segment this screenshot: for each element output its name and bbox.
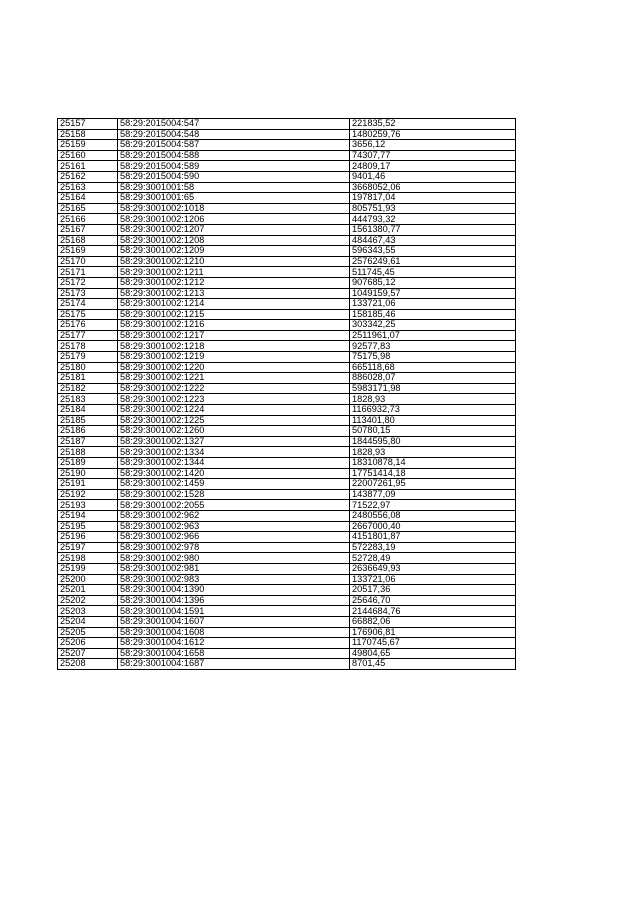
cadastral-number-cell: 58:29:3001002:963 xyxy=(118,521,350,532)
data-table xyxy=(57,118,516,670)
cadastral-number-cell: 58:29:3001002:1214 xyxy=(118,299,350,310)
row-number-cell: 25181 xyxy=(58,373,118,384)
table-row xyxy=(58,447,516,458)
table-row xyxy=(58,648,516,659)
cadastral-number-cell: 58:29:3001004:1607 xyxy=(118,616,350,627)
cadastral-number-cell: 58:29:3001002:1344 xyxy=(118,458,350,469)
value-cell: 92577,83 xyxy=(350,341,516,352)
value-cell: 3668052,06 xyxy=(350,182,516,193)
row-number-cell: 25208 xyxy=(58,659,118,670)
cadastral-number-cell: 58:29:2015004:547 xyxy=(118,119,350,130)
table-row xyxy=(58,532,516,543)
cadastral-number-cell: 58:29:3001002:1209 xyxy=(118,246,350,257)
row-number-cell: 25173 xyxy=(58,288,118,299)
value-cell: 1561380,77 xyxy=(350,224,516,235)
table-row xyxy=(58,119,516,130)
table-row xyxy=(58,140,516,151)
table-row xyxy=(58,436,516,447)
cadastral-number-cell: 58:29:3001002:1210 xyxy=(118,256,350,267)
row-number-cell: 25166 xyxy=(58,214,118,225)
cadastral-number-cell: 58:29:3001002:1215 xyxy=(118,309,350,320)
table-row xyxy=(58,352,516,363)
cadastral-number-cell: 58:29:3001004:1591 xyxy=(118,606,350,617)
table-row xyxy=(58,394,516,405)
table-row xyxy=(58,458,516,469)
table-row xyxy=(58,489,516,500)
row-number-cell: 25175 xyxy=(58,309,118,320)
row-number-cell: 25186 xyxy=(58,426,118,437)
value-cell: 143877,09 xyxy=(350,489,516,500)
table-row xyxy=(58,182,516,193)
row-number-cell: 25183 xyxy=(58,394,118,405)
table-row xyxy=(58,553,516,564)
table-row xyxy=(58,405,516,416)
cadastral-number-cell: 58:29:3001001:58 xyxy=(118,182,350,193)
value-cell: 3656,12 xyxy=(350,140,516,151)
cadastral-number-cell: 58:29:3001002:1528 xyxy=(118,489,350,500)
value-cell: 907685,12 xyxy=(350,277,516,288)
cadastral-number-cell: 58:29:3001002:1224 xyxy=(118,405,350,416)
row-number-cell: 25189 xyxy=(58,458,118,469)
table-row xyxy=(58,288,516,299)
row-number-cell: 25164 xyxy=(58,193,118,204)
value-cell: 886028,07 xyxy=(350,373,516,384)
cadastral-number-cell: 58:29:3001004:1608 xyxy=(118,627,350,638)
cadastral-number-cell: 58:29:3001002:1260 xyxy=(118,426,350,437)
table-row xyxy=(58,171,516,182)
cadastral-number-cell: 58:29:3001002:1420 xyxy=(118,468,350,479)
row-number-cell: 25195 xyxy=(58,521,118,532)
cadastral-number-cell: 58:29:3001004:1396 xyxy=(118,595,350,606)
row-number-cell: 25205 xyxy=(58,627,118,638)
value-cell: 25646,70 xyxy=(350,595,516,606)
value-cell: 1828,93 xyxy=(350,447,516,458)
table-row xyxy=(58,299,516,310)
value-cell: 1170745,67 xyxy=(350,638,516,649)
cadastral-number-cell: 58:29:2015004:588 xyxy=(118,150,350,161)
row-number-cell: 25188 xyxy=(58,447,118,458)
row-number-cell: 25190 xyxy=(58,468,118,479)
row-number-cell: 25180 xyxy=(58,362,118,373)
cadastral-number-cell: 58:29:3001002:1208 xyxy=(118,235,350,246)
value-cell: 303342,25 xyxy=(350,320,516,331)
row-number-cell: 25193 xyxy=(58,500,118,511)
value-cell: 9401,46 xyxy=(350,171,516,182)
value-cell: 17751414,18 xyxy=(350,468,516,479)
table-row xyxy=(58,330,516,341)
row-number-cell: 25201 xyxy=(58,585,118,596)
row-number-cell: 25192 xyxy=(58,489,118,500)
cadastral-number-cell: 58:29:3001002:1223 xyxy=(118,394,350,405)
cadastral-number-cell: 58:29:3001002:1213 xyxy=(118,288,350,299)
table-row xyxy=(58,214,516,225)
row-number-cell: 25177 xyxy=(58,330,118,341)
cadastral-number-cell: 58:29:3001002:1211 xyxy=(118,267,350,278)
table-row xyxy=(58,563,516,574)
value-cell: 71522,97 xyxy=(350,500,516,511)
table-row xyxy=(58,574,516,585)
table-row xyxy=(58,595,516,606)
value-cell: 1049159,57 xyxy=(350,288,516,299)
cadastral-number-cell: 58:29:3001002:1225 xyxy=(118,415,350,426)
cadastral-number-cell: 58:29:3001002:1207 xyxy=(118,224,350,235)
cadastral-number-cell: 58:29:2015004:590 xyxy=(118,171,350,182)
row-number-cell: 25204 xyxy=(58,616,118,627)
value-cell: 1480259,76 xyxy=(350,129,516,140)
value-cell: 158185,46 xyxy=(350,309,516,320)
cadastral-number-cell: 58:29:3001002:981 xyxy=(118,563,350,574)
value-cell: 24809,17 xyxy=(350,161,516,172)
cadastral-number-cell: 58:29:3001002:1222 xyxy=(118,383,350,394)
row-number-cell: 25182 xyxy=(58,383,118,394)
row-number-cell: 25197 xyxy=(58,542,118,553)
row-number-cell: 25184 xyxy=(58,405,118,416)
value-cell: 113401,80 xyxy=(350,415,516,426)
value-cell: 133721,06 xyxy=(350,299,516,310)
table-row xyxy=(58,638,516,649)
row-number-cell: 25206 xyxy=(58,638,118,649)
cadastral-number-cell: 58:29:3001002:1212 xyxy=(118,277,350,288)
table-row xyxy=(58,224,516,235)
value-cell: 22007261,95 xyxy=(350,479,516,490)
cadastral-number-cell: 58:29:3001002:1216 xyxy=(118,320,350,331)
cadastral-number-cell: 58:29:3001002:2055 xyxy=(118,500,350,511)
value-cell: 221835,52 xyxy=(350,119,516,130)
table-row xyxy=(58,362,516,373)
row-number-cell: 25198 xyxy=(58,553,118,564)
cadastral-number-cell: 58:29:3001002:962 xyxy=(118,510,350,521)
value-cell: 596343,55 xyxy=(350,246,516,257)
value-cell: 50780,15 xyxy=(350,426,516,437)
value-cell: 176906,81 xyxy=(350,627,516,638)
row-number-cell: 25167 xyxy=(58,224,118,235)
row-number-cell: 25159 xyxy=(58,140,118,151)
cadastral-number-cell: 58:29:3001002:978 xyxy=(118,542,350,553)
value-cell: 2144684,76 xyxy=(350,606,516,617)
value-cell: 20517,36 xyxy=(350,585,516,596)
row-number-cell: 25207 xyxy=(58,648,118,659)
row-number-cell: 25162 xyxy=(58,171,118,182)
table-row xyxy=(58,468,516,479)
value-cell: 49804,65 xyxy=(350,648,516,659)
value-cell: 18310878,14 xyxy=(350,458,516,469)
value-cell: 665118,68 xyxy=(350,362,516,373)
cadastral-number-cell: 58:29:3001001:65 xyxy=(118,193,350,204)
row-number-cell: 25191 xyxy=(58,479,118,490)
row-number-cell: 25170 xyxy=(58,256,118,267)
row-number-cell: 25200 xyxy=(58,574,118,585)
table-row xyxy=(58,341,516,352)
value-cell: 2636649,93 xyxy=(350,563,516,574)
cadastral-number-cell: 58:29:3001002:1018 xyxy=(118,203,350,214)
value-cell: 1166932,73 xyxy=(350,405,516,416)
cadastral-number-cell: 58:29:3001002:1334 xyxy=(118,447,350,458)
value-cell: 52728,49 xyxy=(350,553,516,564)
value-cell: 4151801,87 xyxy=(350,532,516,543)
table-row xyxy=(58,150,516,161)
cadastral-number-cell: 58:29:3001004:1390 xyxy=(118,585,350,596)
cadastral-number-cell: 58:29:2015004:589 xyxy=(118,161,350,172)
cadastral-number-cell: 58:29:3001002:1220 xyxy=(118,362,350,373)
table-row xyxy=(58,267,516,278)
table-body xyxy=(58,119,516,670)
row-number-cell: 25158 xyxy=(58,129,118,140)
table-row xyxy=(58,235,516,246)
row-number-cell: 25161 xyxy=(58,161,118,172)
table-row xyxy=(58,309,516,320)
table-row xyxy=(58,426,516,437)
cadastral-number-cell: 58:29:3001002:1206 xyxy=(118,214,350,225)
table-row xyxy=(58,383,516,394)
row-number-cell: 25185 xyxy=(58,415,118,426)
table-row xyxy=(58,161,516,172)
table-row xyxy=(58,500,516,511)
value-cell: 197817,04 xyxy=(350,193,516,204)
cadastral-number-cell: 58:29:2015004:587 xyxy=(118,140,350,151)
row-number-cell: 25203 xyxy=(58,606,118,617)
cadastral-number-cell: 58:29:3001002:1218 xyxy=(118,341,350,352)
table-row xyxy=(58,510,516,521)
table-row xyxy=(58,256,516,267)
value-cell: 1828,93 xyxy=(350,394,516,405)
row-number-cell: 25176 xyxy=(58,320,118,331)
value-cell: 1844595,80 xyxy=(350,436,516,447)
row-number-cell: 25196 xyxy=(58,532,118,543)
table-row xyxy=(58,521,516,532)
table-row xyxy=(58,415,516,426)
table-row xyxy=(58,479,516,490)
value-cell: 74307,77 xyxy=(350,150,516,161)
table-row xyxy=(58,542,516,553)
row-number-cell: 25187 xyxy=(58,436,118,447)
row-number-cell: 25179 xyxy=(58,352,118,363)
value-cell: 133721,06 xyxy=(350,574,516,585)
value-cell: 2480556,08 xyxy=(350,510,516,521)
row-number-cell: 25168 xyxy=(58,235,118,246)
row-number-cell: 25169 xyxy=(58,246,118,257)
cadastral-number-cell: 58:29:3001002:1217 xyxy=(118,330,350,341)
table-row xyxy=(58,129,516,140)
cadastral-number-cell: 58:29:3001002:966 xyxy=(118,532,350,543)
table-row xyxy=(58,320,516,331)
table-row xyxy=(58,203,516,214)
cadastral-number-cell: 58:29:3001002:1327 xyxy=(118,436,350,447)
value-cell: 484467,43 xyxy=(350,235,516,246)
table-row xyxy=(58,373,516,384)
value-cell: 5983171,98 xyxy=(350,383,516,394)
value-cell: 2576249,61 xyxy=(350,256,516,267)
value-cell: 572283,19 xyxy=(350,542,516,553)
value-cell: 2667000,40 xyxy=(350,521,516,532)
table-row xyxy=(58,606,516,617)
value-cell: 805751,93 xyxy=(350,203,516,214)
table-row xyxy=(58,193,516,204)
value-cell: 75175,98 xyxy=(350,352,516,363)
cadastral-number-cell: 58:29:3001002:1459 xyxy=(118,479,350,490)
table-row xyxy=(58,659,516,670)
row-number-cell: 25202 xyxy=(58,595,118,606)
cadastral-number-cell: 58:29:3001004:1658 xyxy=(118,648,350,659)
cadastral-number-cell: 58:29:3001004:1612 xyxy=(118,638,350,649)
row-number-cell: 25165 xyxy=(58,203,118,214)
cadastral-number-cell: 58:29:3001002:1219 xyxy=(118,352,350,363)
row-number-cell: 25163 xyxy=(58,182,118,193)
cadastral-number-cell: 58:29:2015004:548 xyxy=(118,129,350,140)
cadastral-number-cell: 58:29:3001002:980 xyxy=(118,553,350,564)
value-cell: 66882,06 xyxy=(350,616,516,627)
value-cell: 2511961,07 xyxy=(350,330,516,341)
row-number-cell: 25178 xyxy=(58,341,118,352)
cadastral-number-cell: 58:29:3001002:1221 xyxy=(118,373,350,384)
table-row xyxy=(58,246,516,257)
row-number-cell: 25157 xyxy=(58,119,118,130)
value-cell: 8701,45 xyxy=(350,659,516,670)
row-number-cell: 25194 xyxy=(58,510,118,521)
row-number-cell: 25174 xyxy=(58,299,118,310)
table-row xyxy=(58,627,516,638)
cadastral-number-cell: 58:29:3001004:1687 xyxy=(118,659,350,670)
table-row xyxy=(58,585,516,596)
value-cell: 444793,32 xyxy=(350,214,516,225)
row-number-cell: 25199 xyxy=(58,563,118,574)
cadastral-number-cell: 58:29:3001002:983 xyxy=(118,574,350,585)
value-cell: 511745,45 xyxy=(350,267,516,278)
row-number-cell: 25171 xyxy=(58,267,118,278)
table-row xyxy=(58,277,516,288)
row-number-cell: 25160 xyxy=(58,150,118,161)
table-row xyxy=(58,616,516,627)
row-number-cell: 25172 xyxy=(58,277,118,288)
